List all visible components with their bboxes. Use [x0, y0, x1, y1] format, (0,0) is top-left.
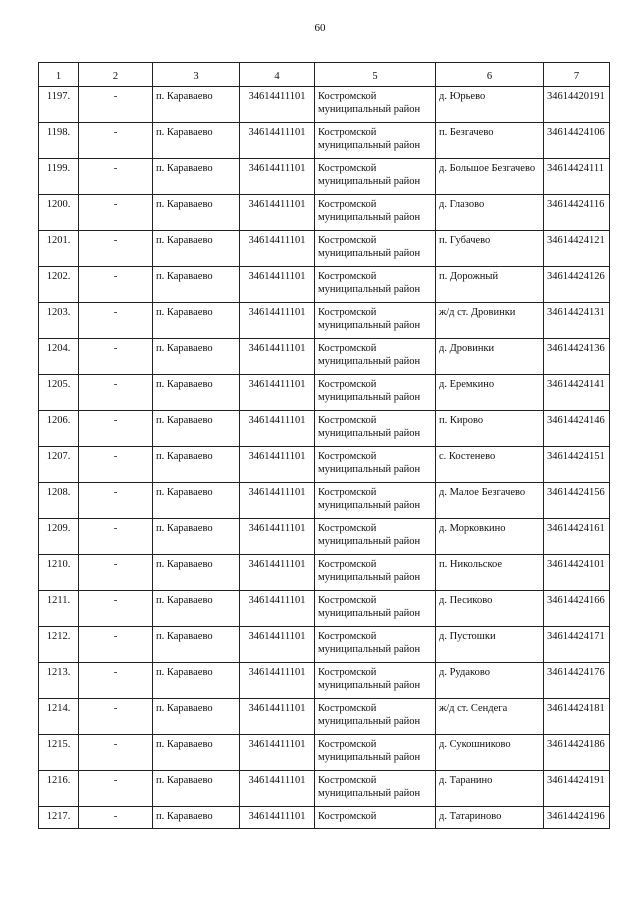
locality-cell: д. Татариново — [436, 807, 544, 829]
settlement-cell: п. Караваево — [153, 123, 240, 159]
district-cell: Костромской муниципальный район — [315, 339, 436, 375]
district-cell: Костромской муниципальный район — [315, 303, 436, 339]
locality-cell: д. Морковкино — [436, 519, 544, 555]
column-header: 4 — [240, 63, 315, 87]
row-number: 1203. — [39, 303, 79, 339]
table-row — [39, 591, 610, 627]
oktmo-cell: 34614411101 — [240, 447, 315, 483]
settlement-cell: п. Караваево — [153, 663, 240, 699]
row-dash: - — [79, 663, 153, 699]
district-cell: Костромской муниципальный район — [315, 159, 436, 195]
column-header: 6 — [436, 63, 544, 87]
oktmo-cell: 34614411101 — [240, 807, 315, 829]
settlement-cell: п. Караваево — [153, 591, 240, 627]
row-dash: - — [79, 519, 153, 555]
locality-cell: д. Таранино — [436, 771, 544, 807]
oktmo-cell: 34614411101 — [240, 771, 315, 807]
oktmo-cell: 34614411101 — [240, 195, 315, 231]
district-cell: Костромской муниципальный район — [315, 555, 436, 591]
row-number: 1215. — [39, 735, 79, 771]
table-row — [39, 339, 610, 375]
settlement-cell: п. Караваево — [153, 483, 240, 519]
column-header: 1 — [39, 63, 79, 87]
oktmo-cell: 34614411101 — [240, 303, 315, 339]
locality-cell: д. Сукошниково — [436, 735, 544, 771]
settlement-cell: п. Караваево — [153, 159, 240, 195]
row-number: 1207. — [39, 447, 79, 483]
row-dash: - — [79, 807, 153, 829]
locality-cell: ж/д ст. Дровинки — [436, 303, 544, 339]
row-dash: - — [79, 771, 153, 807]
district-cell: Костромской муниципальный район — [315, 591, 436, 627]
district-cell: Костромской муниципальный район — [315, 231, 436, 267]
oktmo-cell: 34614411101 — [240, 267, 315, 303]
district-cell: Костромской муниципальный район — [315, 123, 436, 159]
district-cell: Костромской муниципальный район — [315, 735, 436, 771]
code-cell: 34614424186 — [544, 735, 610, 771]
locality-cell: д. Малое Безгачево — [436, 483, 544, 519]
district-cell: Костромской муниципальный район — [315, 411, 436, 447]
district-cell: Костромской муниципальный район — [315, 663, 436, 699]
row-number: 1202. — [39, 267, 79, 303]
district-cell: Костромской муниципальный район — [315, 483, 436, 519]
oktmo-cell: 34614411101 — [240, 375, 315, 411]
row-dash: - — [79, 411, 153, 447]
settlement-cell: п. Караваево — [153, 807, 240, 829]
settlement-cell: п. Караваево — [153, 735, 240, 771]
row-number: 1200. — [39, 195, 79, 231]
registry-table — [38, 62, 610, 829]
code-cell: 34614424161 — [544, 519, 610, 555]
settlement-cell: п. Караваево — [153, 375, 240, 411]
locality-cell: п. Дорожный — [436, 267, 544, 303]
row-number: 1199. — [39, 159, 79, 195]
code-cell: 34614424141 — [544, 375, 610, 411]
row-dash: - — [79, 555, 153, 591]
code-cell: 34614424111 — [544, 159, 610, 195]
locality-cell: д. Еремкино — [436, 375, 544, 411]
table-row — [39, 195, 610, 231]
table-row — [39, 735, 610, 771]
row-dash: - — [79, 303, 153, 339]
code-cell: 34614424126 — [544, 267, 610, 303]
settlement-cell: п. Караваево — [153, 627, 240, 663]
row-dash: - — [79, 699, 153, 735]
settlement-cell: п. Караваево — [153, 519, 240, 555]
row-dash: - — [79, 591, 153, 627]
settlement-cell: п. Караваево — [153, 303, 240, 339]
row-dash: - — [79, 87, 153, 123]
row-number: 1197. — [39, 87, 79, 123]
row-number: 1201. — [39, 231, 79, 267]
settlement-cell: п. Караваево — [153, 267, 240, 303]
row-number: 1212. — [39, 627, 79, 663]
row-dash: - — [79, 447, 153, 483]
table-row — [39, 771, 610, 807]
oktmo-cell: 34614411101 — [240, 699, 315, 735]
oktmo-cell: 34614411101 — [240, 231, 315, 267]
oktmo-cell: 34614411101 — [240, 483, 315, 519]
code-cell: 34614424121 — [544, 231, 610, 267]
table-row — [39, 483, 610, 519]
row-number: 1216. — [39, 771, 79, 807]
code-cell: 34614420191 — [544, 87, 610, 123]
column-header: 7 — [544, 63, 610, 87]
settlement-cell: п. Караваево — [153, 771, 240, 807]
district-cell: Костромской муниципальный район — [315, 267, 436, 303]
row-number: 1210. — [39, 555, 79, 591]
district-cell: Костромской муниципальный район — [315, 519, 436, 555]
oktmo-cell: 34614411101 — [240, 627, 315, 663]
code-cell: 34614424191 — [544, 771, 610, 807]
locality-cell: д. Юрьево — [436, 87, 544, 123]
code-cell: 34614424146 — [544, 411, 610, 447]
row-number: 1214. — [39, 699, 79, 735]
table-row — [39, 411, 610, 447]
table-row — [39, 663, 610, 699]
settlement-cell: п. Караваево — [153, 195, 240, 231]
table-row — [39, 519, 610, 555]
row-dash: - — [79, 231, 153, 267]
row-number: 1213. — [39, 663, 79, 699]
locality-cell: д. Глазово — [436, 195, 544, 231]
code-cell: 34614424101 — [544, 555, 610, 591]
header-row — [39, 63, 610, 87]
column-header: 5 — [315, 63, 436, 87]
table-row — [39, 231, 610, 267]
row-dash: - — [79, 159, 153, 195]
code-cell: 34614424156 — [544, 483, 610, 519]
locality-cell: д. Рудаково — [436, 663, 544, 699]
table-row — [39, 375, 610, 411]
row-dash: - — [79, 483, 153, 519]
code-cell: 34614424166 — [544, 591, 610, 627]
settlement-cell: п. Караваево — [153, 555, 240, 591]
oktmo-cell: 34614411101 — [240, 519, 315, 555]
page-number: 60 — [314, 22, 326, 34]
table-row — [39, 807, 610, 829]
oktmo-cell: 34614411101 — [240, 159, 315, 195]
locality-cell: ж/д ст. Сендега — [436, 699, 544, 735]
settlement-cell: п. Караваево — [153, 231, 240, 267]
table-row — [39, 303, 610, 339]
district-cell: Костромской — [315, 807, 436, 829]
table-row — [39, 699, 610, 735]
district-cell: Костромской муниципальный район — [315, 87, 436, 123]
code-cell: 34614424196 — [544, 807, 610, 829]
locality-cell: д. Большое Безгачево — [436, 159, 544, 195]
district-cell: Костромской муниципальный район — [315, 375, 436, 411]
row-dash: - — [79, 195, 153, 231]
row-number: 1204. — [39, 339, 79, 375]
oktmo-cell: 34614411101 — [240, 411, 315, 447]
settlement-cell: п. Караваево — [153, 411, 240, 447]
table-row — [39, 267, 610, 303]
district-cell: Костромской муниципальный район — [315, 195, 436, 231]
locality-cell: п. Губачево — [436, 231, 544, 267]
code-cell: 34614424171 — [544, 627, 610, 663]
oktmo-cell: 34614411101 — [240, 555, 315, 591]
oktmo-cell: 34614411101 — [240, 735, 315, 771]
row-number: 1209. — [39, 519, 79, 555]
district-cell: Костромской муниципальный район — [315, 447, 436, 483]
table-row — [39, 123, 610, 159]
district-cell: Костромской муниципальный район — [315, 627, 436, 663]
locality-cell: д. Дровинки — [436, 339, 544, 375]
code-cell: 34614424181 — [544, 699, 610, 735]
row-dash: - — [79, 627, 153, 663]
locality-cell: п. Никольское — [436, 555, 544, 591]
oktmo-cell: 34614411101 — [240, 87, 315, 123]
oktmo-cell: 34614411101 — [240, 123, 315, 159]
locality-cell: д. Пустошки — [436, 627, 544, 663]
locality-cell: п. Кирово — [436, 411, 544, 447]
row-number: 1205. — [39, 375, 79, 411]
locality-cell: с. Костенево — [436, 447, 544, 483]
settlement-cell: п. Караваево — [153, 699, 240, 735]
row-number: 1211. — [39, 591, 79, 627]
code-cell: 34614424151 — [544, 447, 610, 483]
row-number: 1198. — [39, 123, 79, 159]
oktmo-cell: 34614411101 — [240, 663, 315, 699]
code-cell: 34614424136 — [544, 339, 610, 375]
column-header: 2 — [79, 63, 153, 87]
settlement-cell: п. Караваево — [153, 339, 240, 375]
settlement-cell: п. Караваево — [153, 87, 240, 123]
oktmo-cell: 34614411101 — [240, 591, 315, 627]
row-dash: - — [79, 267, 153, 303]
district-cell: Костромской муниципальный район — [315, 771, 436, 807]
code-cell: 34614424116 — [544, 195, 610, 231]
row-dash: - — [79, 123, 153, 159]
row-number: 1206. — [39, 411, 79, 447]
table-row — [39, 447, 610, 483]
district-cell: Костромской муниципальный район — [315, 699, 436, 735]
row-number: 1217. — [39, 807, 79, 829]
row-number: 1208. — [39, 483, 79, 519]
row-dash: - — [79, 375, 153, 411]
locality-cell: д. Песиково — [436, 591, 544, 627]
row-dash: - — [79, 339, 153, 375]
table-row — [39, 87, 610, 123]
oktmo-cell: 34614411101 — [240, 339, 315, 375]
row-dash: - — [79, 735, 153, 771]
column-header: 3 — [153, 63, 240, 87]
settlement-cell: п. Караваево — [153, 447, 240, 483]
locality-cell: п. Безгачево — [436, 123, 544, 159]
table-row — [39, 555, 610, 591]
code-cell: 34614424131 — [544, 303, 610, 339]
code-cell: 34614424106 — [544, 123, 610, 159]
code-cell: 34614424176 — [544, 663, 610, 699]
table-row — [39, 627, 610, 663]
table-row — [39, 159, 610, 195]
